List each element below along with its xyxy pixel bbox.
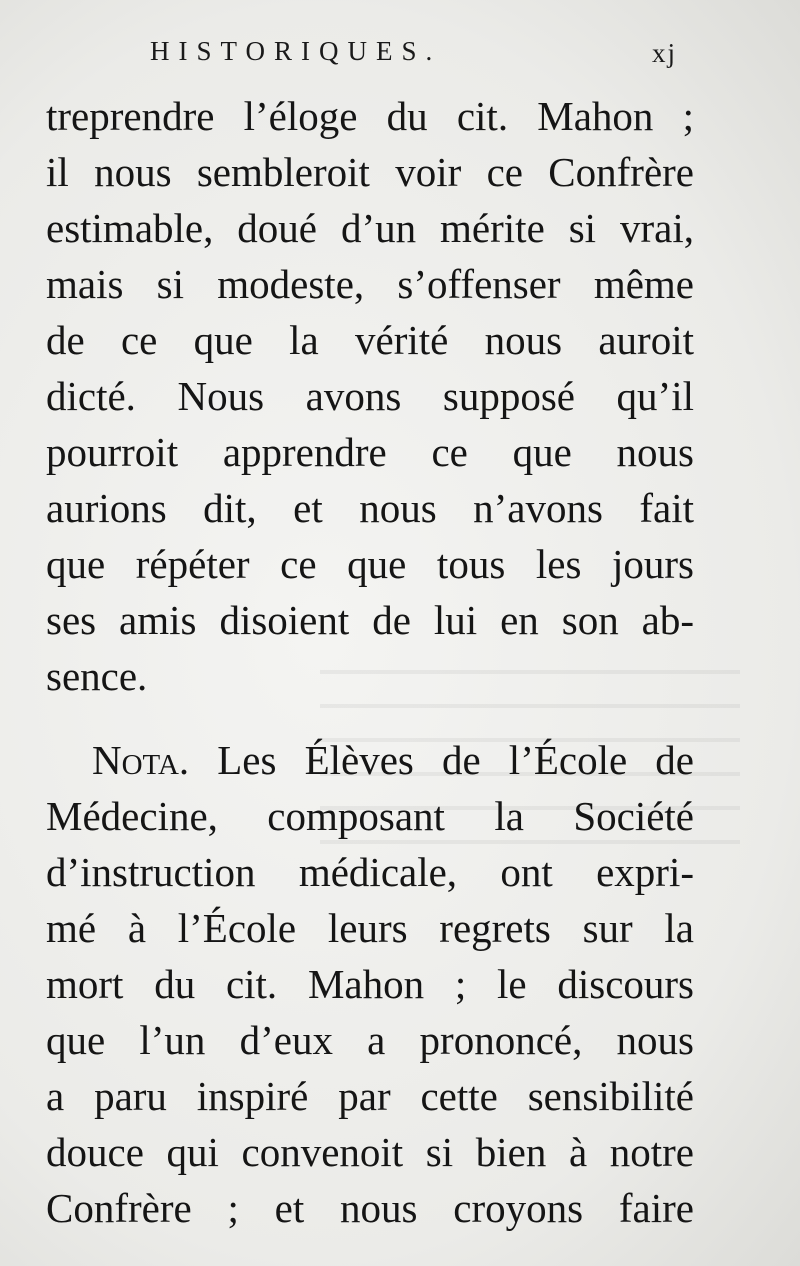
text-line: aurions dit, et nous n’avons fait xyxy=(46,485,694,531)
text-line: mé à l’École leurs regrets sur la xyxy=(46,905,694,951)
text-line: estimable, doué d’un mérite si vrai, xyxy=(46,205,694,251)
text-line: dicté. Nous avons supposé qu’il xyxy=(46,373,694,419)
text-line: a paru inspiré par cette sensibilité xyxy=(46,1073,694,1119)
text-line: de ce que la vérité nous auroit xyxy=(46,317,694,363)
nota-first-line-text: Les Élèves de l’École de xyxy=(217,737,694,783)
page-number: xj xyxy=(652,38,678,68)
text-line: ses amis disoient de lui en son ab- xyxy=(46,597,694,643)
text-line: sence. xyxy=(46,653,148,699)
running-head: HISTORIQUES. xyxy=(150,36,442,66)
nota-label: Nota. xyxy=(92,737,190,783)
text-line: Médecine, composant la Société xyxy=(46,793,694,839)
nota-first-line xyxy=(92,732,694,788)
text-line: il nous sembleroit voir ce Confrère xyxy=(46,149,694,195)
text-line: treprendre l’éloge du cit. Mahon ; xyxy=(46,93,694,139)
text-line: douce qui convenoit si bien à notre xyxy=(46,1129,694,1175)
text-line: mais si modeste, s’offenser même xyxy=(46,261,694,307)
text-line: que répéter ce que tous les jours xyxy=(46,541,694,587)
text-line: pourroit apprendre ce que nous xyxy=(46,429,694,475)
text-line: d’instruction médicale, ont expri- xyxy=(46,849,694,895)
text-line: Confrère ; et nous croyons faire xyxy=(46,1185,694,1231)
text-line: mort du cit. Mahon ; le discours xyxy=(46,961,694,1007)
text-line: que l’un d’eux a prononcé, nous xyxy=(46,1017,694,1063)
